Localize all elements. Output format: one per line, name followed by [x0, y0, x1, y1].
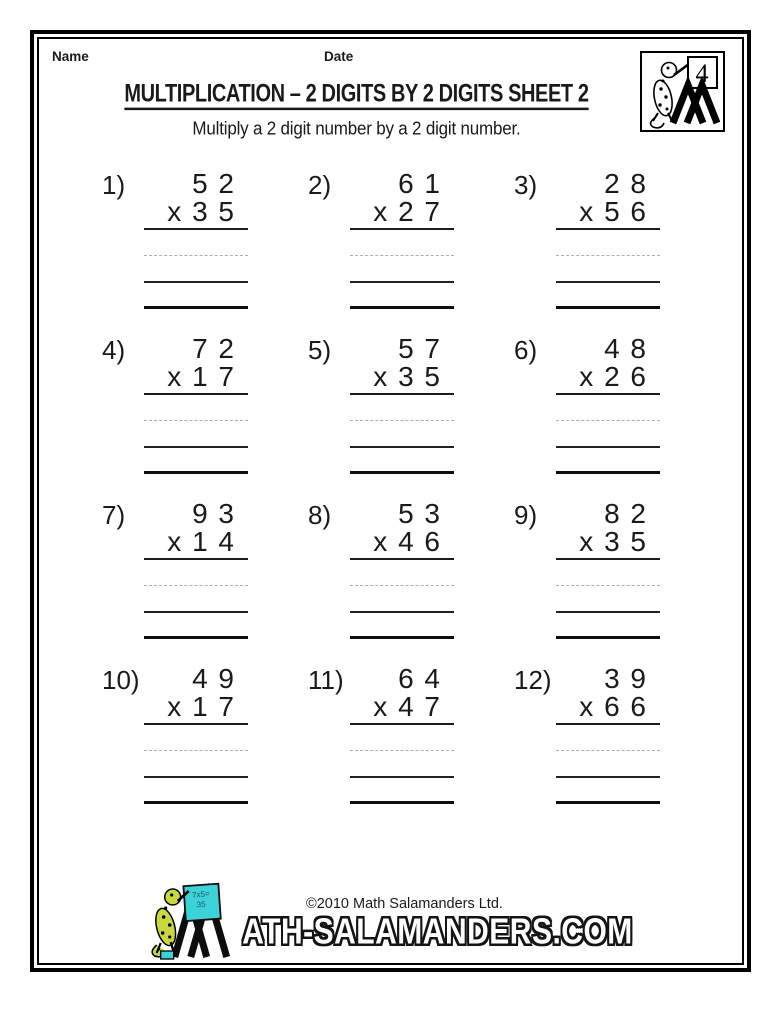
- multiplicand-row: 9 3: [192, 498, 234, 529]
- problem-label: 3): [514, 170, 538, 200]
- problem-label: 5): [308, 335, 332, 365]
- answer-line: [144, 636, 248, 639]
- site-logo: [148, 879, 633, 963]
- problem: [102, 499, 308, 664]
- problem: [514, 334, 684, 499]
- answer-line: [556, 801, 660, 804]
- badge-number: 4: [695, 59, 709, 88]
- problem: [102, 169, 308, 334]
- multiplier-row: x 1 7: [167, 361, 234, 392]
- work-line-1: [350, 723, 454, 725]
- problem-label: 1): [102, 170, 126, 200]
- answer-line: [144, 801, 248, 804]
- answer-line: [144, 471, 248, 474]
- multiplier-row: x 2 6: [579, 361, 646, 392]
- answer-line: [350, 801, 454, 804]
- mascot-body: [152, 906, 179, 947]
- work-line-2: [350, 776, 454, 778]
- multiplier-row: x 6 6: [579, 691, 646, 722]
- multiplicand-row: 7 2: [192, 333, 234, 364]
- problem-body: [556, 664, 660, 804]
- answer-line: [556, 306, 660, 309]
- answer-line: [144, 306, 248, 309]
- work-line-dashed: [144, 255, 248, 256]
- mascot-bucket: [160, 951, 173, 959]
- problem: [308, 334, 514, 499]
- problem-body: [144, 169, 248, 309]
- work-line-1: [144, 558, 248, 560]
- work-line-dashed: [556, 420, 660, 421]
- problem-body: [144, 499, 248, 639]
- work-line-dashed: [556, 255, 660, 256]
- work-line-dashed: [350, 585, 454, 586]
- work-line-1: [556, 393, 660, 395]
- work-line-1: [556, 228, 660, 230]
- problem: [102, 334, 308, 499]
- problem: [308, 169, 514, 334]
- problems-grid: [102, 169, 684, 829]
- footer: [34, 879, 747, 974]
- multiplicand-row: 5 7: [398, 333, 440, 364]
- problem-label: 12): [514, 665, 552, 695]
- work-line-1: [144, 228, 248, 230]
- multiplier-row: x 3 5: [373, 361, 440, 392]
- problem: [308, 664, 514, 829]
- page-title: MULTIPLICATION – 2 DIGITS BY 2 DIGITS SHEET 2: [124, 80, 589, 108]
- problem: [514, 664, 684, 829]
- problem-label: 8): [308, 500, 332, 530]
- problem: [514, 169, 684, 334]
- problem-label: 6): [514, 335, 538, 365]
- problem-label: 11): [308, 665, 344, 695]
- problem: [514, 499, 684, 664]
- multiplicand-row: 3 9: [604, 663, 646, 694]
- work-line-dashed: [144, 420, 248, 421]
- multiplicand-row: 4 8: [604, 333, 646, 364]
- problem-body: [144, 334, 248, 474]
- answer-line: [556, 471, 660, 474]
- problem-body: [350, 334, 454, 474]
- work-line-2: [556, 446, 660, 448]
- problem-label: 2): [308, 170, 332, 200]
- multiplier-row: x 4 7: [373, 691, 440, 722]
- work-line-1: [556, 558, 660, 560]
- work-line-dashed: [350, 750, 454, 751]
- problem-label: 4): [102, 335, 126, 365]
- work-line-dashed: [350, 255, 454, 256]
- problem-body: [350, 664, 454, 804]
- multiplier-row: x 4 6: [373, 526, 440, 557]
- work-line-1: [144, 723, 248, 725]
- problem-body: [556, 169, 660, 309]
- work-line-dashed: [350, 420, 454, 421]
- work-line-dashed: [144, 585, 248, 586]
- copyright-text: ©2010 Math Salamanders Ltd.: [306, 896, 503, 912]
- multiplier-row: x 3 5: [579, 526, 646, 557]
- problem-label: 10): [102, 665, 140, 695]
- board-text-line1: 7x5=: [191, 889, 210, 900]
- work-line-2: [144, 611, 248, 613]
- work-line-2: [144, 776, 248, 778]
- problem-label: 9): [514, 500, 538, 530]
- problem-body: [556, 334, 660, 474]
- work-line-2: [144, 281, 248, 283]
- answer-line: [350, 471, 454, 474]
- multiplier-row: x 5 6: [579, 196, 646, 227]
- answer-line: [350, 306, 454, 309]
- board-text-line2: 35: [195, 899, 206, 910]
- name-label: Name: [52, 49, 89, 64]
- multiplier-row: x 3 5: [167, 196, 234, 227]
- date-label: Date: [324, 49, 354, 64]
- problem-body: [556, 499, 660, 639]
- mascot-salamander-easel: [148, 879, 240, 963]
- problem: [102, 664, 308, 829]
- work-line-dashed: [556, 585, 660, 586]
- work-line-2: [556, 776, 660, 778]
- work-line-1: [556, 723, 660, 725]
- multiplier-row: x 1 7: [167, 691, 234, 722]
- multiplier-row: x 2 7: [373, 196, 440, 227]
- work-line-2: [350, 611, 454, 613]
- answer-line: [556, 636, 660, 639]
- problem-body: [350, 499, 454, 639]
- multiplier-row: x 1 4: [167, 526, 234, 557]
- site-name-text: ATH-SALAMANDERS.COM: [242, 912, 633, 952]
- page-subtitle: Multiply a 2 digit number by a 2 digit number.: [192, 118, 521, 139]
- multiplicand-row: 2 8: [604, 168, 646, 199]
- work-line-2: [556, 611, 660, 613]
- work-line-2: [556, 281, 660, 283]
- multiplicand-row: 4 9: [192, 663, 234, 694]
- problem-body: [350, 169, 454, 309]
- multiplicand-row: 8 2: [604, 498, 646, 529]
- problem: [308, 499, 514, 664]
- multiplicand-row: 6 4: [398, 663, 440, 694]
- work-line-dashed: [556, 750, 660, 751]
- multiplicand-row: 6 1: [398, 168, 440, 199]
- multiplicand-row: 5 3: [398, 498, 440, 529]
- work-line-2: [350, 281, 454, 283]
- work-line-dashed: [144, 750, 248, 751]
- answer-line: [350, 636, 454, 639]
- problem-body: [144, 664, 248, 804]
- easel-board: [183, 884, 220, 921]
- multiplicand-row: 5 2: [192, 168, 234, 199]
- work-line-1: [144, 393, 248, 395]
- work-line-1: [350, 558, 454, 560]
- work-line-2: [350, 446, 454, 448]
- work-line-1: [350, 393, 454, 395]
- problem-label: 7): [102, 500, 126, 530]
- mascot-head: [164, 889, 180, 905]
- sheet-border: [30, 30, 751, 972]
- work-line-2: [144, 446, 248, 448]
- work-line-1: [350, 228, 454, 230]
